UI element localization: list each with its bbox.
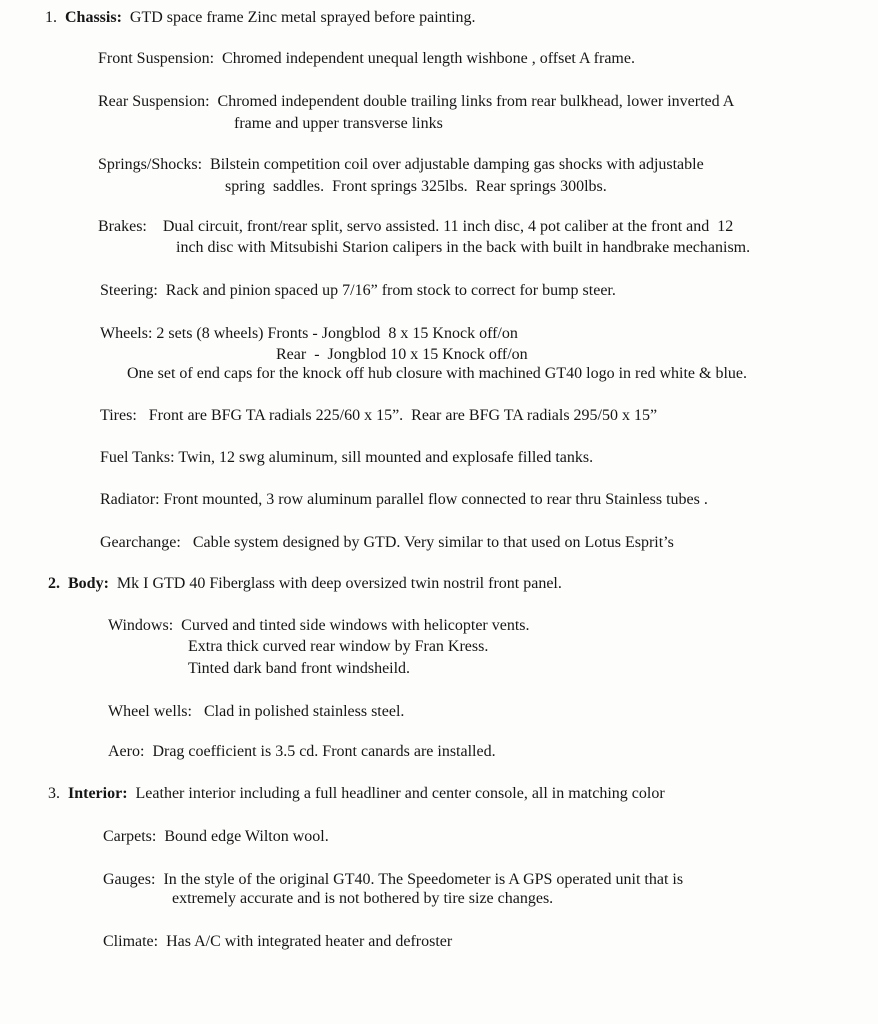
section-intro: GTD space frame Zinc metal sprayed before painting.: [129, 9, 476, 26]
spec-value-continued: Tinted dark band front windsheild.: [188, 660, 411, 677]
spec-value-continued: One set of end caps for the knock off hub closure with machined GT40 logo in red white & blue.: [127, 365, 747, 382]
section-heading-chassis: [45, 7, 476, 28]
section-number: 3.: [48, 785, 60, 802]
spec-value: Rack and pinion spaced up 7/16” from stock to correct for bump steer.: [165, 282, 616, 299]
spec-value-continued: extremely accurate and is not bothered by tire size changes.: [172, 890, 554, 907]
spec-item-carpets: [103, 826, 329, 847]
spec-value: Drag coefficient is 3.5 cd. Front canards are installed.: [152, 743, 496, 760]
spec-label: Rear Suspension:: [98, 93, 210, 110]
spec-item-brakes: [98, 216, 733, 237]
section-title: Body:: [68, 575, 109, 592]
spec-label: Windows:: [108, 617, 174, 634]
spec-item-windows: [108, 615, 530, 636]
spec-value-continued: Extra thick curved rear window by Fran Kress.: [188, 638, 489, 655]
spec-label: Carpets:: [103, 828, 157, 845]
spec-value: Chromed independent unequal length wishbone , offset A frame.: [222, 50, 635, 67]
spec-value: Bilstein competition coil over adjustable damping gas shocks with adjustable: [210, 156, 704, 173]
spec-value: Clad in polished stainless steel.: [203, 703, 405, 720]
spec-label: Climate:: [103, 933, 159, 950]
section-number: 2.: [48, 575, 60, 592]
section-title: Chassis:: [65, 9, 122, 26]
spec-item-springs-shocks: [98, 154, 704, 175]
spec-label: Aero:: [108, 743, 145, 760]
spec-item-radiator: [100, 489, 708, 510]
spec-value: In the style of the original GT40. The Speedometer is A GPS operated unit that is: [163, 871, 684, 888]
spec-item-aero: [108, 741, 496, 762]
spec-item-front-suspension: [98, 48, 635, 69]
spec-label: Tires:: [100, 407, 137, 424]
spec-value: Bound edge Wilton wool.: [164, 828, 329, 845]
spec-label: Wheel wells:: [108, 703, 192, 720]
spec-value: Front are BFG TA radials 225/60 x 15”. Rear are BFG TA radials 295/50 x 15”: [148, 407, 658, 424]
section-number: 1.: [45, 9, 57, 26]
spec-value-continued: spring saddles. Front springs 325lbs. Rear springs 300lbs.: [225, 178, 607, 195]
spec-label: Gauges:: [103, 871, 156, 888]
section-title: Interior:: [68, 785, 128, 802]
spec-value: Chromed independent double trailing links from rear bulkhead, lower inverted A: [217, 93, 735, 110]
spec-value: Dual circuit, front/rear split, servo assisted. 11 inch disc, 4 pot caliber at the front and 12: [162, 218, 734, 235]
spec-item-fuel-tanks: [100, 447, 593, 468]
spec-value: Cable system designed by GTD. Very similar to that used on Lotus Esprit’s: [192, 534, 674, 551]
spec-label: Steering:: [100, 282, 158, 299]
spec-item-wheel-wells: [108, 701, 404, 722]
spec-value: Twin, 12 swg aluminum, sill mounted and explosafe filled tanks.: [178, 449, 594, 466]
section-heading-interior: [48, 783, 665, 804]
spec-label: Front Suspension:: [98, 50, 215, 67]
spec-label: Gearchange:: [100, 534, 181, 551]
spec-value-continued: inch disc with Mitsubishi Starion calipers in the back with built in handbrake mechanism.: [176, 239, 751, 256]
spec-value-continued: frame and upper transverse links: [234, 115, 443, 132]
spec-value: Front mounted, 3 row aluminum parallel flow connected to rear thru Stainless tubes .: [163, 491, 708, 508]
spec-item-gearchange: [100, 532, 674, 553]
spec-label: Wheels:: [100, 325, 153, 342]
spec-value-continued: Rear - Jongblod 10 x 15 Knock off/on: [276, 346, 528, 363]
spec-item-rear-suspension: [98, 91, 734, 112]
spec-label: Brakes:: [98, 218, 147, 235]
spec-item-climate: [103, 931, 452, 952]
section-heading-body: [48, 573, 562, 594]
spec-item-tires: [100, 405, 657, 426]
spec-label: Fuel Tanks:: [100, 449, 175, 466]
spec-item-steering: [100, 280, 616, 301]
spec-item-wheels: [100, 323, 518, 344]
spec-label: Springs/Shocks:: [98, 156, 203, 173]
spec-value: 2 sets (8 wheels) Fronts - Jongblod 8 x 15 Knock off/on: [156, 325, 518, 342]
spec-value: Has A/C with integrated heater and defroster: [166, 933, 453, 950]
spec-item-gauges: [103, 869, 683, 890]
spec-label: Radiator:: [100, 491, 160, 508]
section-intro: Mk I GTD 40 Fiberglass with deep oversized twin nostril front panel.: [116, 575, 562, 592]
section-intro: Leather interior including a full headliner and center console, all in matching color: [135, 785, 665, 802]
spec-value: Curved and tinted side windows with helicopter vents.: [181, 617, 530, 634]
